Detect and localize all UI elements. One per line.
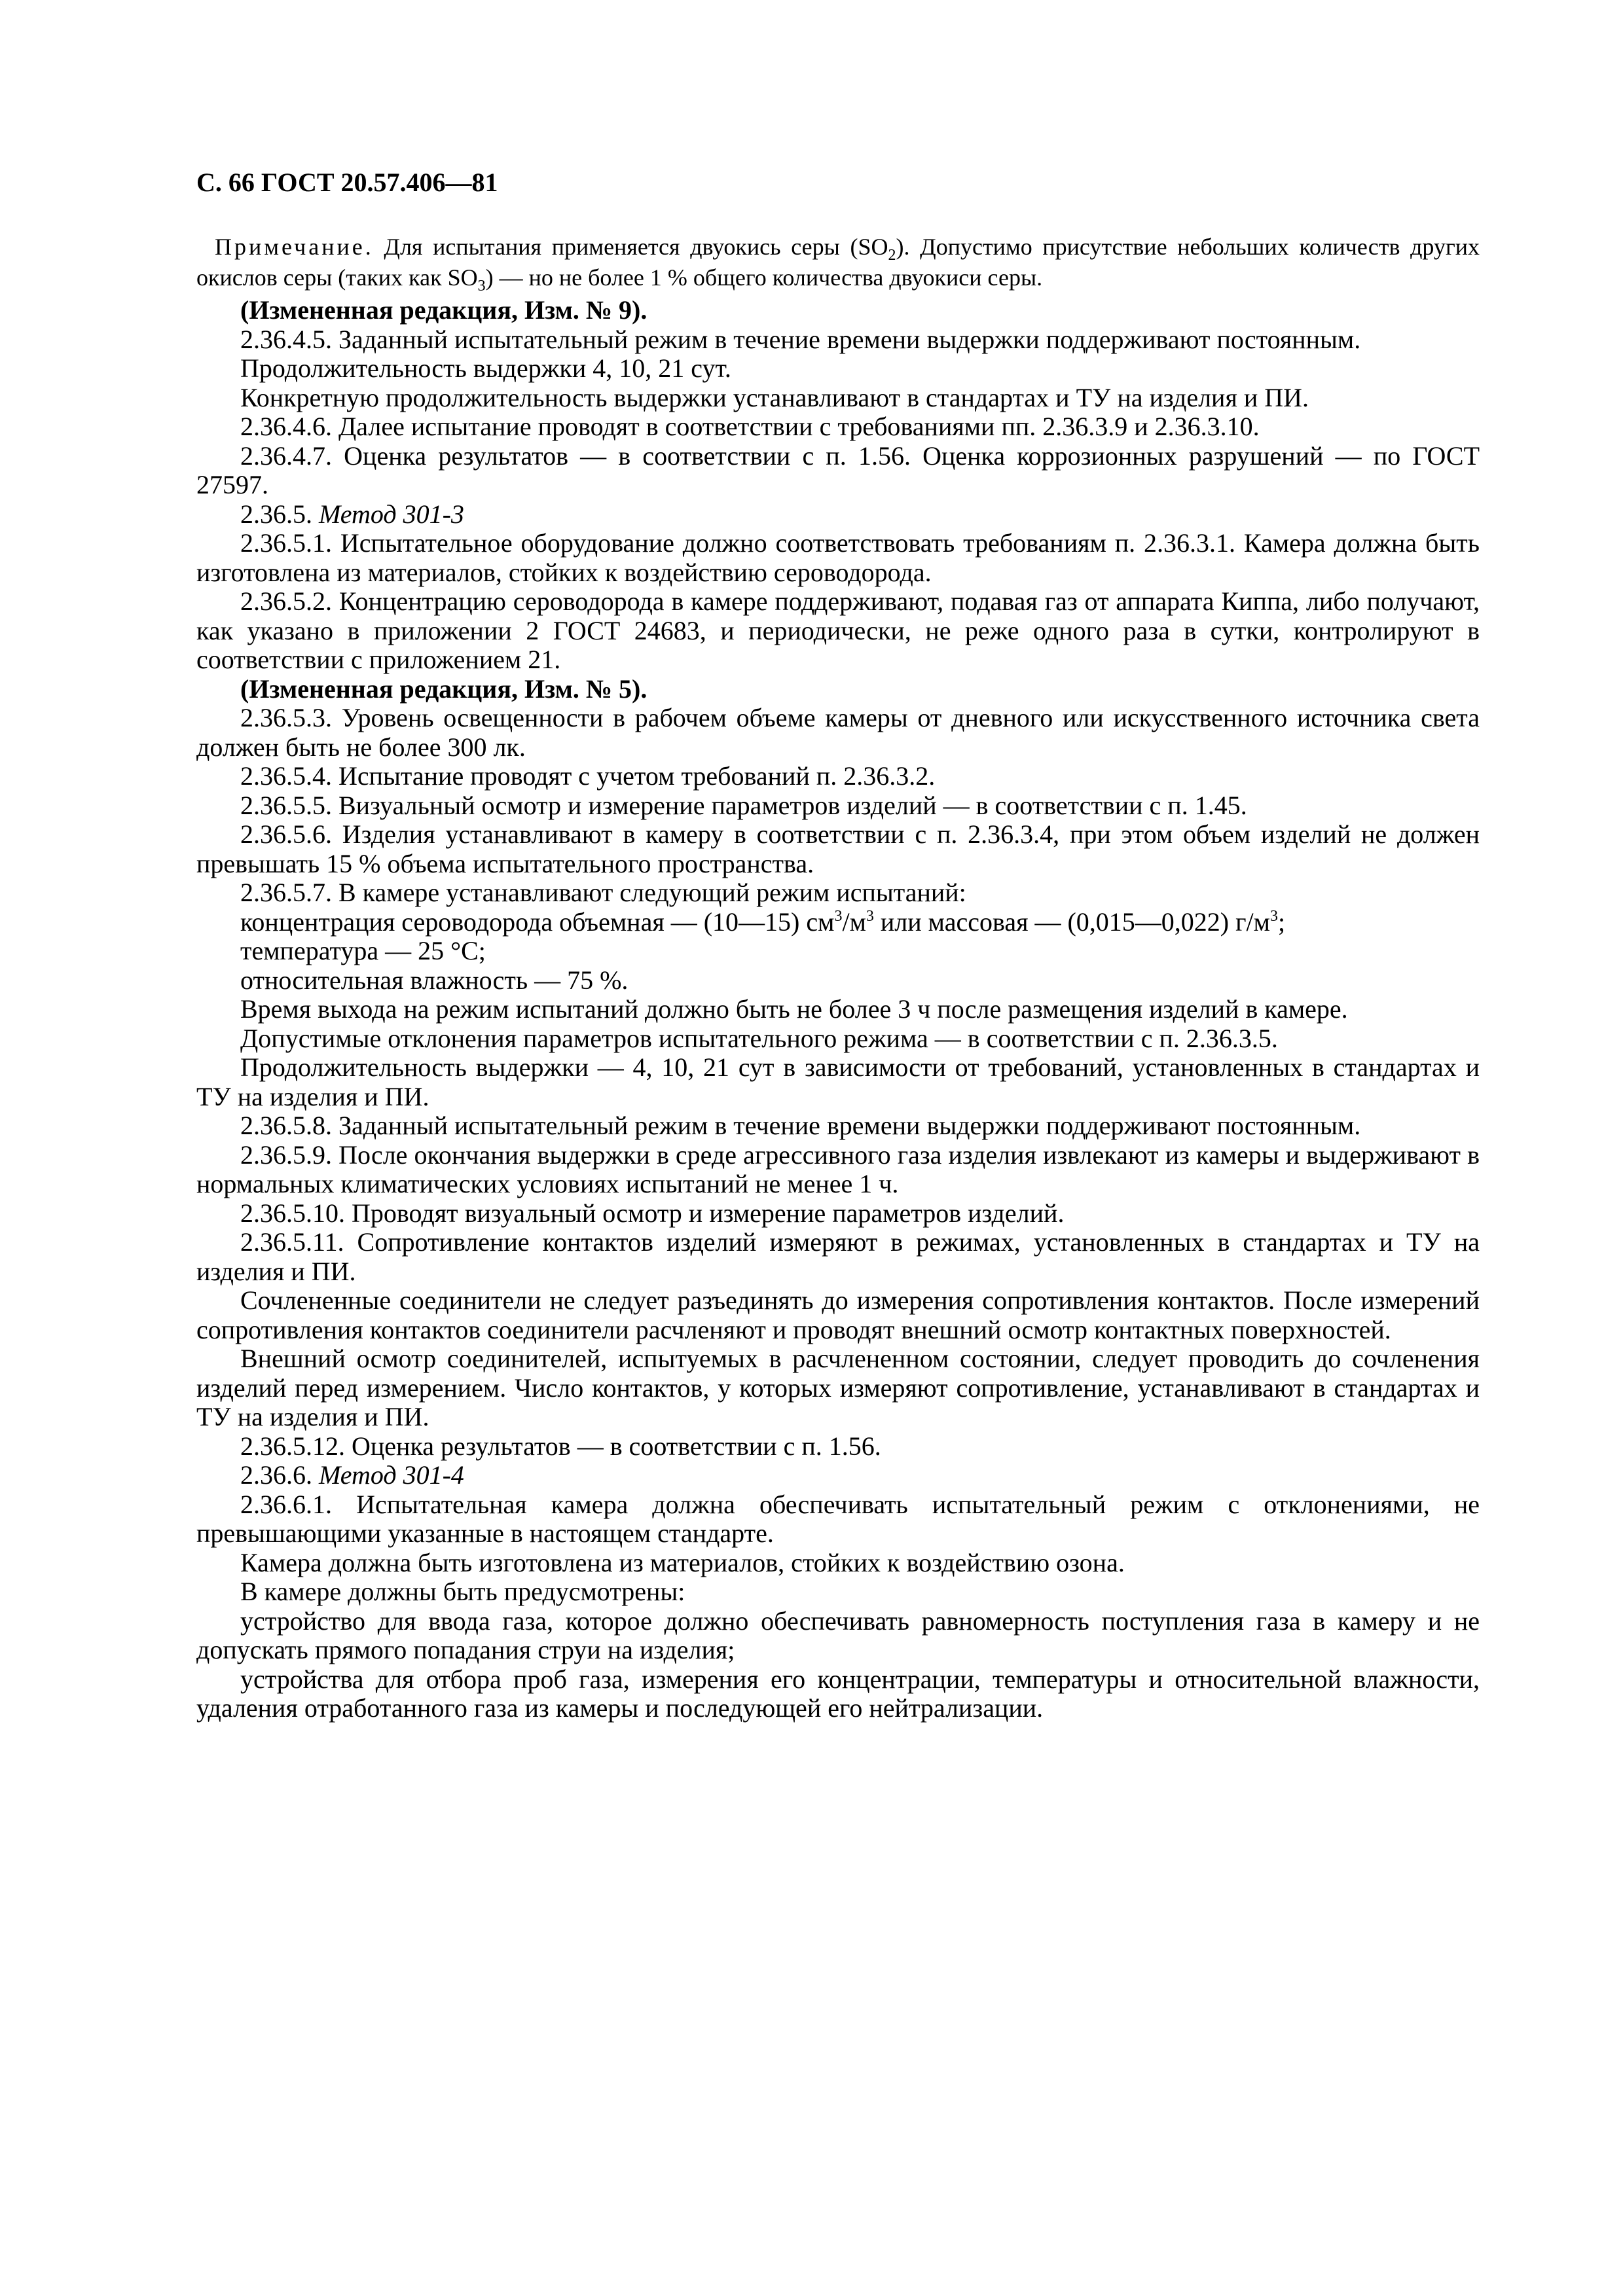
- sup-m3: 3: [866, 907, 874, 925]
- para-2-36-5-2: 2.36.5.2. Концентрацию сероводорода в камере поддерживают, подавая газ от аппарата Киппа, либо получают, как указано в приложении 2 ГОСТ 24683, и периодически, не реже одного раза в сутки, контролируют в соответствии с приложением 21.: [196, 586, 1480, 674]
- note-sub-2: 3: [477, 278, 486, 295]
- section-2-36-6: [196, 1461, 1480, 1490]
- para-gas-inlet: устройство для ввода газа, которое должно обеспечивать равномерность поступления газа в камеру и не допускать прямого попадания струи на изделия;: [196, 1605, 1480, 1664]
- para-2-36-5-7: 2.36.5.7. В камере устанавливают следующий режим испытаний:: [240, 878, 966, 907]
- concentration-text-1: концентрация сероводорода объемная — (10—15) см: [240, 906, 835, 937]
- para-deviations: Допустимые отклонения параметров испытательного режима — в соответствии с п. 2.36.3.5.: [240, 1023, 1278, 1053]
- concentration-text-2: /м: [842, 906, 866, 937]
- para-duration: Продолжительность выдержки 4, 10, 21 сут.: [240, 353, 731, 383]
- para-external-inspection: Внешний осмотр соединителей, испытуемых в расчлененном состоянии, следует проводить до сочленения изделий перед измерением. Число контактов, у которых измеряют сопротивление, устанавливают в стандартах и ТУ на изделия и ПИ.: [196, 1344, 1480, 1431]
- note-paragraph: [196, 232, 1480, 293]
- para-2-36-4-7: 2.36.4.7. Оценка результатов — в соответствии с п. 1.56. Оценка коррозионных разрушений — по ГОСТ 27597.: [196, 440, 1480, 499]
- concentration-text-4: ;: [1277, 906, 1286, 937]
- note-sub-1: 2: [888, 247, 896, 264]
- para-temperature: температура — 25 °С;: [240, 936, 486, 965]
- para-2-36-5-6: 2.36.5.6. Изделия устанавливают в камеру в соответствии с п. 2.36.3.4, при этом объем изделий не должен превышать 15 % объема испытательного пространства.: [196, 819, 1480, 878]
- para-ramp-time: Время выхода на режим испытаний должно быть не более 3 ч после размещения изделий в камере.: [240, 994, 1348, 1024]
- section-2-36-5: [196, 500, 1480, 529]
- para-2-36-5-12: 2.36.5.12. Оценка результатов — в соответствии с п. 1.56.: [240, 1431, 881, 1461]
- para-concentration: [240, 908, 1480, 937]
- note-text-2: ). Допустимо присутствие небольших количеств других окислов серы (таких как SO: [196, 234, 1480, 291]
- para-2-36-5-3: 2.36.5.3. Уровень освещенности в рабочем объеме камеры от дневного или искусственного источника света должен быть не более 300 лк.: [196, 703, 1480, 762]
- para-mated-connectors: Сочлененные соединители не следует разъединять до измерения сопротивления контактов. После измерений сопротивления контактов соединители расчленяют и проводят внешний осмотр контактных поверхностей.: [196, 1285, 1480, 1344]
- para-2-36-5-8: 2.36.5.8. Заданный испытательный режим в течение времени выдержки поддерживают постоянным.: [240, 1111, 1361, 1140]
- section-number-2: 2.36.6.: [240, 1460, 319, 1490]
- page-header: С. 66 ГОСТ 20.57.406—81: [196, 168, 498, 197]
- para-2-36-6-1: 2.36.6.1. Испытательная камера должна обеспечивать испытательный режим с отклонениями, не превышающими указанные в настоящем стандарте.: [196, 1489, 1480, 1548]
- method-title: Метод 301-3: [319, 499, 464, 529]
- para-2-36-4-6: 2.36.4.6. Далее испытание проводят в соответствии с требованиями пп. 2.36.3.9 и 2.36.3.10.: [240, 412, 1260, 441]
- note-label: Примечание.: [215, 234, 374, 260]
- para-chamber-provisions: В камере должны быть предусмотрены:: [240, 1577, 685, 1606]
- para-specific-duration: Конкретную продолжительность выдержки устанавливают в стандартах и ТУ на изделия и ПИ.: [240, 382, 1309, 412]
- para-duration-2: Продолжительность выдержки — 4, 10, 21 сут в зависимости от требований, установленных в стандартах и ТУ на изделия и ПИ.: [196, 1052, 1480, 1111]
- para-humidity: относительная влажность — 75 %.: [240, 965, 629, 995]
- note-text-3: ) — но не более 1 % общего количества двуокиси серы.: [485, 264, 1043, 291]
- amendment-note-5: (Измененная редакция, Изм. № 5).: [240, 673, 647, 704]
- sup-m3-mass: 3: [1269, 907, 1278, 925]
- para-2-36-4-5: 2.36.4.5. Заданный испытательный режим в течение времени выдержки поддерживают постоянным.: [240, 324, 1361, 354]
- note-text-1: Для испытания применяется двуокись серы (SO: [373, 234, 888, 260]
- document-page: [196, 167, 1480, 1723]
- section-number: 2.36.5.: [240, 499, 319, 529]
- concentration-text-3: или массовая — (0,015—0,022) г/м: [873, 906, 1270, 937]
- para-sampling-devices: устройства для отбора проб газа, измерения его концентрации, температуры и относительной влажности, удаления отработанного газа из камеры и последующей его нейтрализации.: [196, 1664, 1480, 1723]
- para-2-36-5-10: 2.36.5.10. Проводят визуальный осмотр и измерение параметров изделий.: [240, 1198, 1065, 1228]
- para-2-36-5-11: 2.36.5.11. Сопротивление контактов изделий измеряют в режимах, установленных в стандартах и ТУ на изделия и ПИ.: [196, 1227, 1480, 1286]
- para-2-36-5-1: 2.36.5.1. Испытательное оборудование должно соответствовать требованиям п. 2.36.3.1. Камера должна быть изготовлена из материалов, стойких к воздействию сероводорода.: [196, 528, 1480, 587]
- para-2-36-5-9: 2.36.5.9. После окончания выдержки в среде агрессивного газа изделия извлекают из камеры и выдерживают в нормальных климатических условиях испытаний не менее 1 ч.: [196, 1139, 1480, 1198]
- method-title-2: Метод 301-4: [319, 1460, 464, 1490]
- sup-cm3: 3: [834, 907, 843, 925]
- para-chamber-material: Камера должна быть изготовлена из материалов, стойких к воздействию озона.: [240, 1547, 1125, 1577]
- para-2-36-5-5: 2.36.5.5. Визуальный осмотр и измерение параметров изделий — в соответствии с п. 1.45.: [240, 790, 1247, 820]
- amendment-note-9: (Измененная редакция, Изм. № 9).: [240, 295, 647, 325]
- para-2-36-5-4: 2.36.5.4. Испытание проводят с учетом требований п. 2.36.3.2.: [240, 761, 936, 791]
